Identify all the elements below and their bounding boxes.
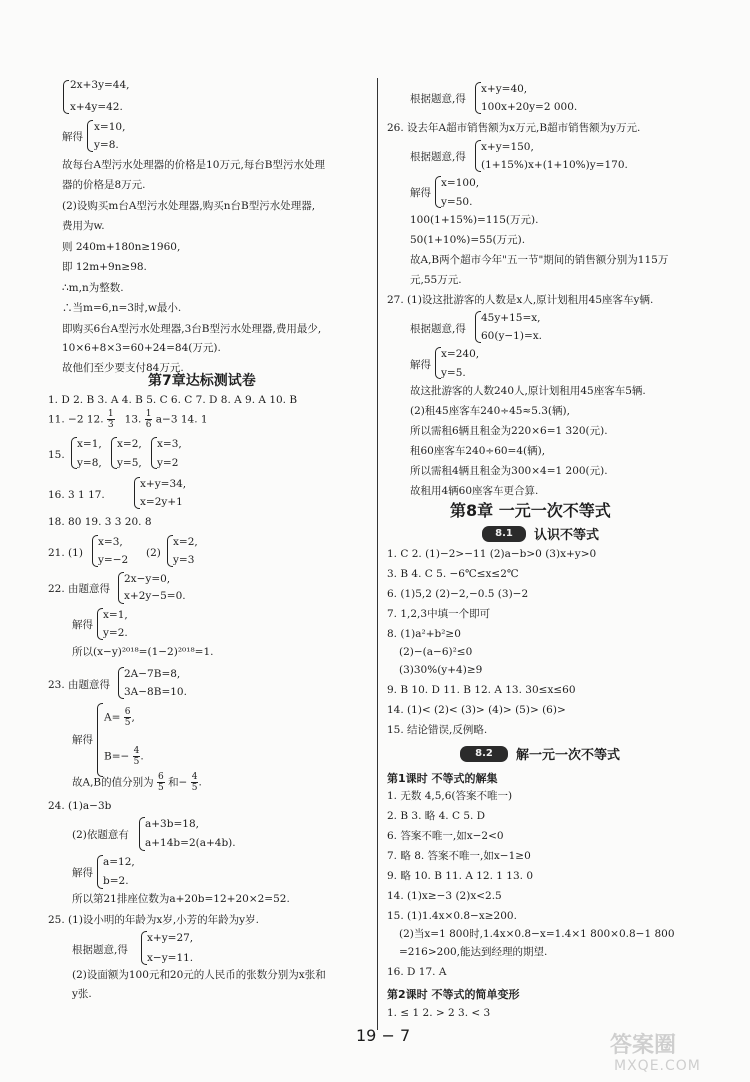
equation-line: x=10, — [94, 121, 126, 133]
equation-line: x=1, — [77, 438, 102, 450]
answer-line: 15. 结论错误,反例略. — [387, 724, 488, 736]
answer-line: 27. (1)设这批游客的人数是x人,原计划租用45座客车y辆. — [387, 294, 654, 306]
equation-line: x=1, — [103, 609, 128, 621]
answer-line: 6. (1)5,2 (2)−2,−0.5 (3)−2 — [387, 588, 529, 600]
equation-line: x−y=11. — [147, 952, 194, 964]
answer-line: (3)30%(y+4)≥9 — [399, 664, 483, 676]
lesson1-title: 第1课时 不等式的解集 — [387, 772, 498, 785]
text-line: 故每台A型污水处理器的价格是10万元,每台B型污水处理 — [62, 159, 325, 171]
equation-line: x=2, — [117, 438, 142, 450]
equation-line: 2x−y=0, — [124, 573, 171, 585]
text-line: y张. — [72, 988, 92, 1000]
system-brace — [63, 80, 69, 114]
text-line: 50(1+10%)=55(万元). — [410, 234, 526, 246]
equation-line: y=50. — [441, 196, 473, 208]
text-line: (2)租45座客车240÷45≈5.3(辆), — [410, 405, 570, 417]
equation-line: 45y+15=x, — [481, 312, 541, 324]
text-line: 费用为w. — [62, 220, 105, 232]
equation-line: 2A−7B=8, — [124, 668, 181, 680]
answer-line: 3. B 4. C 5. −6℃≤x≤2℃ — [387, 568, 519, 580]
text-line: 根据题意,得 — [72, 944, 128, 956]
text-line: 解得 — [72, 867, 93, 879]
answer-line: 14. (1)< (2)< (3)> (4)> (5)> (6)> — [387, 704, 566, 716]
section-badge-8-1: 8.1 — [482, 526, 526, 542]
answer-line: 6. 答案不唯一,如x−2<0 — [387, 830, 504, 842]
answer-line: 7. 略 8. 答案不唯一,如x−1≥0 — [387, 850, 531, 862]
answer-label: 15. — [48, 449, 65, 461]
equation-line: y=3 — [173, 554, 195, 566]
text-line: ∴m,n为整数. — [62, 282, 124, 294]
equation-line: x=3, — [98, 536, 123, 548]
equation-line: y=2. — [103, 627, 128, 639]
equation-line: y=5. — [441, 367, 466, 379]
text-line: 则 240m+180n≥1960, — [62, 241, 181, 253]
equation-line: x+y=34, — [140, 478, 187, 490]
equation-line: y=2 — [157, 457, 179, 469]
chapter8-title: 第8章 一元一次不等式 — [450, 501, 611, 520]
chapter7-title: 第7章达标测试卷 — [148, 373, 256, 389]
equation-line: x=2y+1 — [140, 496, 183, 508]
equation-line: b=2. — [103, 875, 129, 887]
answer-line: 9. B 10. D 11. B 12. A 13. 30≤x≤60 — [387, 684, 576, 696]
answer-line: 1. ≤ 1 2. > 2 3. < 3 — [387, 1007, 491, 1019]
fraction: $\frac{6}{5}$ — [157, 772, 164, 793]
equation-line: (1+15%)x+(1+10%)y=170. — [481, 159, 628, 171]
text-line: 租60座客车240÷60=4(辆), — [410, 445, 546, 457]
text-line: 解得 — [72, 734, 93, 746]
answer-line: 11. −2 12. $\frac{1}{3}$ 13. $\frac{1}{6}$ a−3 14. 1 — [48, 409, 208, 430]
equation-line: y=5, — [117, 457, 142, 469]
answer-label: 23. 由题意得 — [48, 679, 111, 691]
text-line: 所以需租6辆且租金为220×6=1 320(元). — [410, 425, 608, 437]
text-line: 解得 — [410, 359, 431, 371]
answer-line: (2)当x=1 800时,1.4x×0.8−x=1.4×1 800×0.8−1 800 — [399, 928, 675, 940]
answer-label: 22. 由题意得 — [48, 583, 111, 595]
equation-line: x+4y=42. — [70, 101, 123, 113]
fraction: $\frac{4}{5}$ — [191, 772, 198, 793]
equation-line: x+y=27, — [147, 932, 194, 944]
section-title-8-2: 解一元一次不等式 — [516, 748, 621, 763]
section-title-8-1: 认识不等式 — [534, 528, 600, 543]
text-line: 即购买6台A型污水处理器,3台B型污水处理器,费用最少, — [62, 323, 322, 335]
answer-line: 25. (1)设小明的年龄为x岁,小芳的年龄为y岁. — [48, 914, 259, 926]
answer-line: 1. C 2. (1)−2>−11 (2)a−b>0 (3)x+y>0 — [387, 548, 597, 560]
equation-line: x+2y−5=0. — [124, 590, 186, 602]
system-brace — [87, 120, 93, 152]
text-line: 解得 — [72, 619, 93, 631]
equation-line: x=2, — [173, 536, 198, 548]
text-line: 元,55万元. — [410, 274, 462, 286]
text-line: 故他们至少要支付84万元. — [62, 362, 184, 374]
answer-line: 18. 80 19. 3 3 20. 8 — [48, 516, 152, 528]
text-line: 故这批游客的人数240人,原计划租用45座客车5辆. — [410, 385, 646, 397]
answer-line: 26. 设去年A超市销售额为x万元,B超市销售额为y万元. — [387, 122, 641, 134]
answer-line: 9. 略 10. B 11. A 12. 1 13. 0 — [387, 870, 534, 882]
column-divider — [377, 78, 378, 1030]
equation-line: 60(y−1)=x. — [481, 330, 543, 342]
equation-line: y=8, — [77, 457, 102, 469]
page-number: 19 − 7 — [356, 1026, 411, 1045]
equation-line: 3A−8B=10. — [124, 686, 187, 698]
answer-line: 16. 3 1 17. — [48, 489, 105, 501]
answer-line: 16. D 17. A — [387, 966, 447, 978]
equation-line: y=−2 — [98, 554, 129, 566]
text-line: 10×6+8×3=60+24=84(万元). — [62, 342, 221, 354]
text-line: 所以(x−y)²⁰¹⁸=(1−2)²⁰¹⁸=1. — [72, 646, 214, 658]
equation-line: 100x+20y=2 000. — [481, 101, 578, 113]
answer-line: 1. 无数 4,5,6(答案不唯一) — [387, 790, 513, 802]
text-line: 故A,B的值分别为 $\frac{6}{5}$ 和− $\frac{4}{5}$ . — [72, 772, 202, 793]
text-line: 解得 — [62, 131, 83, 143]
text-line: (2)设面额为100元和20元的人民币的张数分别为x张和 — [72, 969, 326, 981]
text-line: 根据题意,得 — [410, 93, 466, 105]
answer-line: 14. (1)x≥−3 (2)x<2.5 — [387, 890, 502, 902]
text-line: (2)依题意有 — [72, 829, 129, 841]
text-line: 100(1+15%)=115(万元). — [410, 214, 539, 226]
fraction: $\frac{1}{3}$ — [107, 409, 114, 430]
watermark-logo: 答案圈 MXQE.COM — [610, 1033, 701, 1074]
equation-line: A= $\frac{6}{5}$ , — [104, 707, 135, 728]
answer-line: 7. 1,2,3中填一个即可 — [387, 608, 491, 620]
answer-label: (2) — [146, 547, 161, 559]
answer-label: 21. (1) — [48, 547, 83, 559]
fraction: $\frac{1}{6}$ — [145, 409, 152, 430]
equation-line: x=3, — [157, 438, 182, 450]
equation-line: B=− $\frac{4}{5}$ . — [104, 746, 144, 767]
answer-line: 1. D 2. B 3. A 4. B 5. C 6. C 7. D 8. A 9. A 10. B — [48, 394, 298, 406]
text-line: 所以第21排座位数为a+20b=12+20×2=52. — [72, 893, 290, 905]
equation-line: 2x+3y=44, — [70, 79, 130, 91]
answer-line: 15. (1)1.4x×0.8−x≥200. — [387, 910, 517, 922]
lesson2-title: 第2课时 不等式的简单变形 — [387, 988, 520, 1001]
text-line: 解得 — [410, 187, 431, 199]
equation-line: a+3b=18, — [145, 818, 199, 830]
equation-line: a+14b=2(a+4b). — [145, 837, 236, 849]
answer-line: 24. (1)a−3b — [48, 800, 112, 812]
section-badge-8-2: 8.2 — [460, 746, 508, 762]
equation-line: x=240, — [441, 348, 480, 360]
text-line: (2)设购买m台A型污水处理器,购买n台B型污水处理器, — [62, 200, 316, 212]
text-line: 器的价格是8万元. — [62, 179, 146, 191]
text-line: 根据题意,得 — [410, 323, 466, 335]
text-line: 即 12m+9n≥98. — [62, 261, 147, 273]
text-line: 所以需租4辆且租金为300×4=1 200(元). — [410, 465, 608, 477]
text-line: ∴当m=6,n=3时,w最小. — [62, 302, 182, 314]
answer-line: =216>200,能达到经理的期望. — [399, 946, 548, 958]
equation-line: a=12, — [103, 856, 135, 868]
fraction: $\frac{4}{5}$ — [133, 746, 140, 767]
equation-line: x=100, — [441, 177, 480, 189]
system-brace — [97, 703, 103, 777]
answer-line: (2)−(a−6)²≤0 — [399, 646, 473, 658]
text-line: 根据题意,得 — [410, 151, 466, 163]
equation-line: x+y=40, — [481, 83, 528, 95]
equation-line: x+y=150, — [481, 141, 534, 153]
answer-line: 8. (1)a²+b²≥0 — [387, 628, 461, 640]
text-line: 故A,B两个超市今年"五一节"期间的销售额分别为115万 — [410, 254, 669, 266]
answer-line: 2. B 3. 略 4. C 5. D — [387, 810, 486, 822]
text-line: 故租用4辆60座客车更合算. — [410, 485, 539, 497]
fraction: $\frac{6}{5}$ — [124, 707, 131, 728]
equation-line: y=8. — [94, 139, 119, 151]
